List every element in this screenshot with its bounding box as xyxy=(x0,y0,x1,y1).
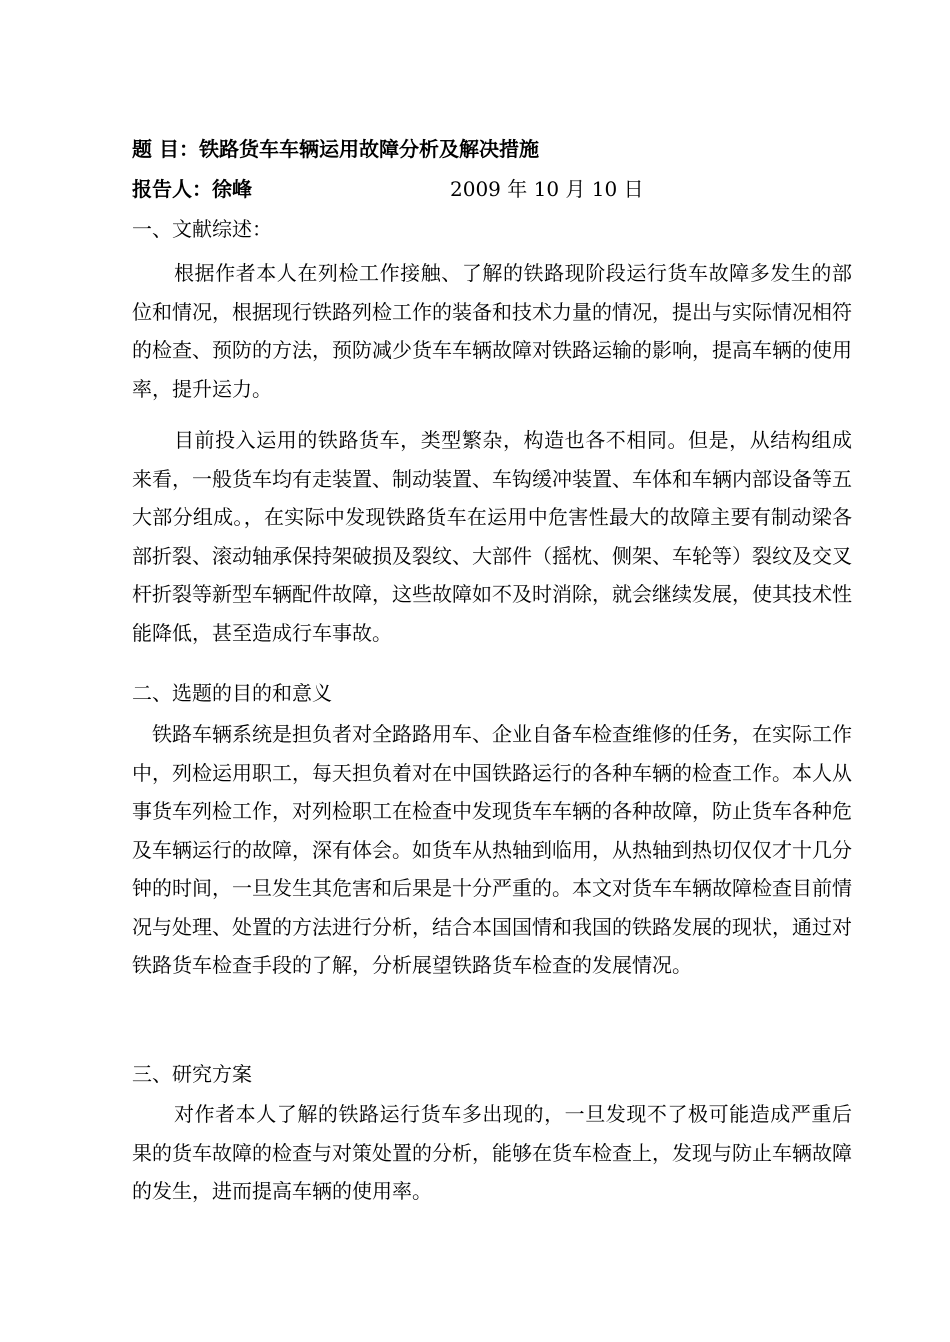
report-date: 2009 年 10 月 10 日 xyxy=(450,177,644,201)
reporter-line: 报告人：徐峰 xyxy=(132,177,252,201)
paragraph-literature-review-2: 目前投入运用的铁路货车，类型繁杂，构造也各不相同。但是，从结构组成来看，一般货车均有走装置、制动装置、车钩缓冲装置、车体和车辆内部设备等五大部分组成。，在实际中发现铁路货车在运用中危害性最大的故障主要有制动梁各部折裂、滚动轴承保持架破损及裂纹、大部件（摇枕、侧架、车轮等）裂纹及交叉杆折裂等新型车辆配件故障，这些故障如不及时消除，就会继续发展，使其技术性能降低，甚至造成行车事故。 xyxy=(132,428,852,645)
section-heading-purpose: 二、选题的目的和意义 xyxy=(132,681,332,705)
section-heading-research-plan: 三、研究方案 xyxy=(132,1062,252,1086)
document-title: 题 目：铁路货车车辆运用故障分析及解决措施 xyxy=(132,137,539,161)
paragraph-research-plan-1: 对作者本人了解的铁路运行货车多出现的，一旦发现不了极可能造成严重后果的货车故障的检查与对策处置的分析，能够在货车检查上，发现与防止车辆故障的发生，进而提高车辆的使用率。 xyxy=(132,1102,852,1203)
section-heading-literature-review: 一、文献综述： xyxy=(132,217,272,241)
paragraph-literature-review-1: 根据作者本人在列检工作接触、了解的铁路现阶段运行货车故障多发生的部位和情况，根据现行铁路列检工作的装备和技术力量的情况，提出与实际情况相符的检查、预防的方法，预防减少货车车辆故障对铁路运输的影响，提高车辆的使用率，提升运力。 xyxy=(132,261,852,401)
paragraph-purpose-1: 铁路车辆系统是担负者对全路路用车、企业自备车检查维修的任务，在实际工作中，列检运用职工，每天担负着对在中国铁路运行的各种车辆的检查工作。本人从事货车列检工作，对列检职工在检查中发现货车车辆的各种故障，防止货车各种危及车辆运行的故障，深有体会。如货车从热轴到临用，从热轴到热切仅仅才十几分钟的时间，一旦发生其危害和后果是十分严重的。本文对货车车辆故障检查目前情况与处理、处置的方法进行分析，结合本国国情和我国的铁路发展的现状，通过对铁路货车检查手段的了解，分析展望铁路货车检查的发展情况。 xyxy=(132,722,852,977)
